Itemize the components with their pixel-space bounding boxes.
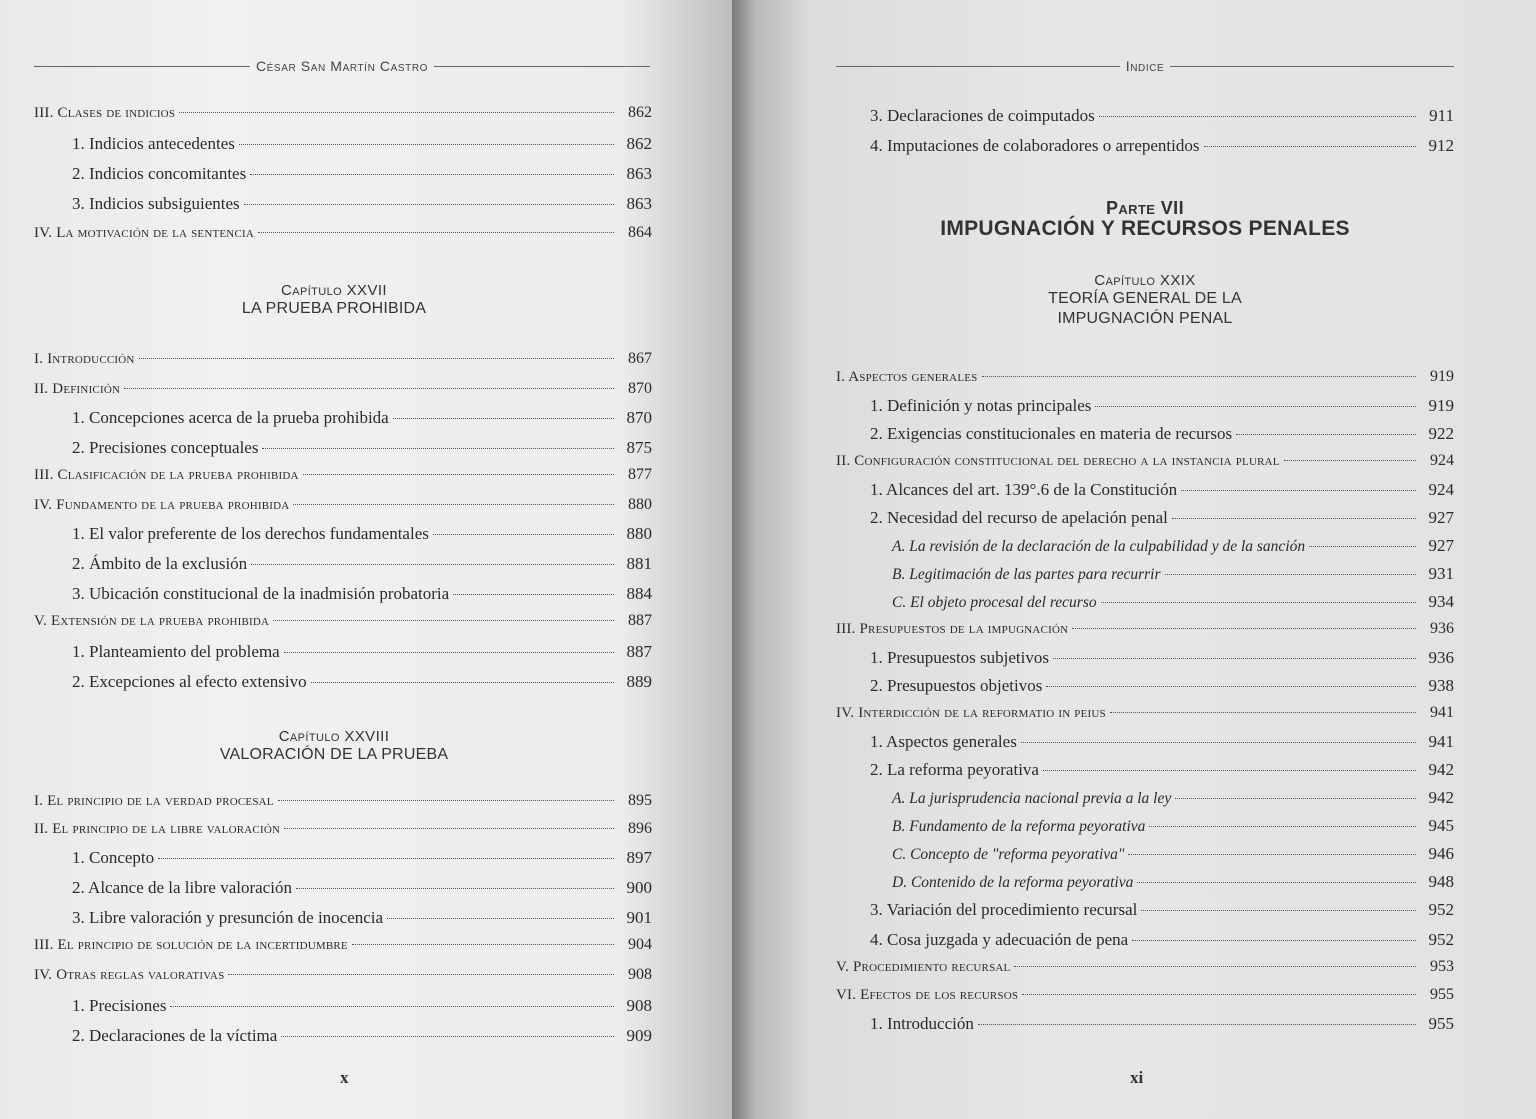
right-page: [732, 0, 1536, 1119]
toc-entry: 2. Precisiones conceptuales 875: [72, 438, 652, 457]
page-number: x: [340, 1068, 349, 1087]
chapter-title: VALORACIÓN DE LA PRUEBA: [219, 746, 449, 763]
toc-entry: 1. Concepto 897: [72, 848, 652, 867]
toc-entry: 1. Concepciones acerca de la prueba prohibida 870: [72, 408, 652, 427]
toc-entry: III. Presupuestos de la impugnación 936: [836, 620, 1454, 637]
toc-entry: II. Definición 870: [34, 380, 652, 397]
toc-entry: 1. Introducción 955: [870, 1014, 1454, 1033]
toc-entry: B. Fundamento de la reforma peyorativa 945: [892, 816, 1454, 835]
chapter-title-line2: IMPUGNACIÓN PENAL: [1057, 310, 1233, 327]
toc-entry: 2. Indicios concomitantes 863: [72, 164, 652, 183]
toc-entry: 3. Indicios subsiguientes 863: [72, 194, 652, 213]
part-heading: [836, 198, 1454, 239]
chapter-title-line1: TEORÍA GENERAL DE LA: [1048, 290, 1242, 307]
toc-entry: 1. Alcances del art. 139°.6 de la Constitución 924: [870, 480, 1454, 499]
toc-entry: 4. Imputaciones de colaboradores o arrepentidos 912: [870, 136, 1454, 155]
toc-entry: II. Configuración constitucional del derecho a la instancia plural 924: [836, 452, 1454, 469]
toc-entry: I. Aspectos generales 919: [836, 368, 1454, 385]
toc-entry: A. La jurisprudencia nacional previa a la ley 942: [892, 788, 1454, 807]
toc-entry: III. Clases de indicios 862: [34, 104, 652, 121]
toc-entry: 2. Ámbito de la exclusión 881: [72, 554, 652, 573]
toc-entry: IV. Otras reglas valorativas 908: [34, 966, 652, 983]
chapter-number: Capítulo XXIX: [1094, 272, 1196, 289]
toc-entry: 2. Exigencias constitucionales en materia de recursos 922: [870, 424, 1454, 443]
toc-entry: IV. Interdicción de la reformatio in peius 941: [836, 704, 1454, 721]
toc-entry: 1. Indicios antecedentes 862: [72, 134, 652, 153]
toc-entry: 1. El valor preferente de los derechos fundamentales 880: [72, 524, 652, 543]
section-name: Indice: [1125, 58, 1165, 74]
toc-entry: VI. Efectos de los recursos 955: [836, 986, 1454, 1003]
toc-entry: 2. Alcance de la libre valoración 900: [72, 878, 652, 897]
toc-entry: 1. Presupuestos subjetivos 936: [870, 648, 1454, 667]
toc-entry: 4. Cosa juzgada y adecuación de pena 952: [870, 930, 1454, 949]
chapter-number: Capítulo XXVIII: [278, 728, 390, 745]
toc-entry: 2. Excepciones al efecto extensivo 889: [72, 672, 652, 691]
toc-entry: 2. Declaraciones de la víctima 909: [72, 1026, 652, 1045]
toc-entry: B. Legitimación de las partes para recurrir 931: [892, 564, 1454, 583]
chapter-number: Capítulo XXVII: [280, 282, 388, 299]
toc-entry: I. El principio de la verdad procesal 895: [34, 792, 652, 809]
toc-entry: 1. Definición y notas principales 919: [870, 396, 1454, 415]
toc-entry: II. El principio de la libre valoración 896: [34, 820, 652, 837]
toc-entry: 3. Ubicación constitucional de la inadmisión probatoria 884: [72, 584, 652, 603]
toc-entry: III. Clasificación de la prueba prohibida 877: [34, 466, 652, 483]
toc-entry: IV. La motivación de la sentencia 864: [34, 224, 652, 241]
toc-entry: V. Procedimiento recursal 953: [836, 958, 1454, 975]
toc-entry: D. Contenido de la reforma peyorativa 948: [892, 872, 1454, 891]
part-title: IMPUGNACIÓN Y RECURSOS PENALES: [940, 217, 1350, 240]
toc-entry: 1. Precisiones 908: [72, 996, 652, 1015]
left-page: [0, 0, 732, 1119]
chapter-heading: [34, 282, 634, 319]
left-toc: [0, 0, 732, 1119]
toc-entry: V. Extensión de la prueba prohibida 887: [34, 612, 652, 629]
toc-entry: 3. Declaraciones de coimputados 911: [870, 106, 1454, 125]
toc-entry: 1. Planteamiento del problema 887: [72, 642, 652, 661]
page-number: xi: [1130, 1068, 1144, 1087]
toc-entry: I. Introducción 867: [34, 350, 652, 367]
toc-entry: 3. Libre valoración y presunción de inocencia 901: [72, 908, 652, 927]
toc-entry: 3. Variación del procedimiento recursal 952: [870, 900, 1454, 919]
chapter-heading: [836, 272, 1454, 329]
toc-entry: IV. Fundamento de la prueba prohibida 880: [34, 496, 652, 513]
chapter-heading: [34, 728, 634, 765]
toc-entry: III. El principio de solución de la incertidumbre 904: [34, 936, 652, 953]
toc-entry: 2. Presupuestos objetivos 938: [870, 676, 1454, 695]
right-toc: [732, 0, 1536, 1119]
part-number: Parte VII: [1105, 198, 1184, 218]
toc-entry: A. La revisión de la declaración de la culpabilidad y de la sanción 927: [892, 536, 1454, 555]
toc-entry: 2. La reforma peyorativa 942: [870, 760, 1454, 779]
toc-entry: 2. Necesidad del recurso de apelación penal 927: [870, 508, 1454, 527]
toc-entry: C. Concepto de "reforma peyorativa" 946: [892, 844, 1454, 863]
toc-entry: C. El objeto procesal del recurso 934: [892, 592, 1454, 611]
chapter-title: LA PRUEBA PROHIBIDA: [241, 300, 427, 317]
toc-entry: 1. Aspectos generales 941: [870, 732, 1454, 751]
author-name: César San Martín Castro: [255, 58, 429, 74]
